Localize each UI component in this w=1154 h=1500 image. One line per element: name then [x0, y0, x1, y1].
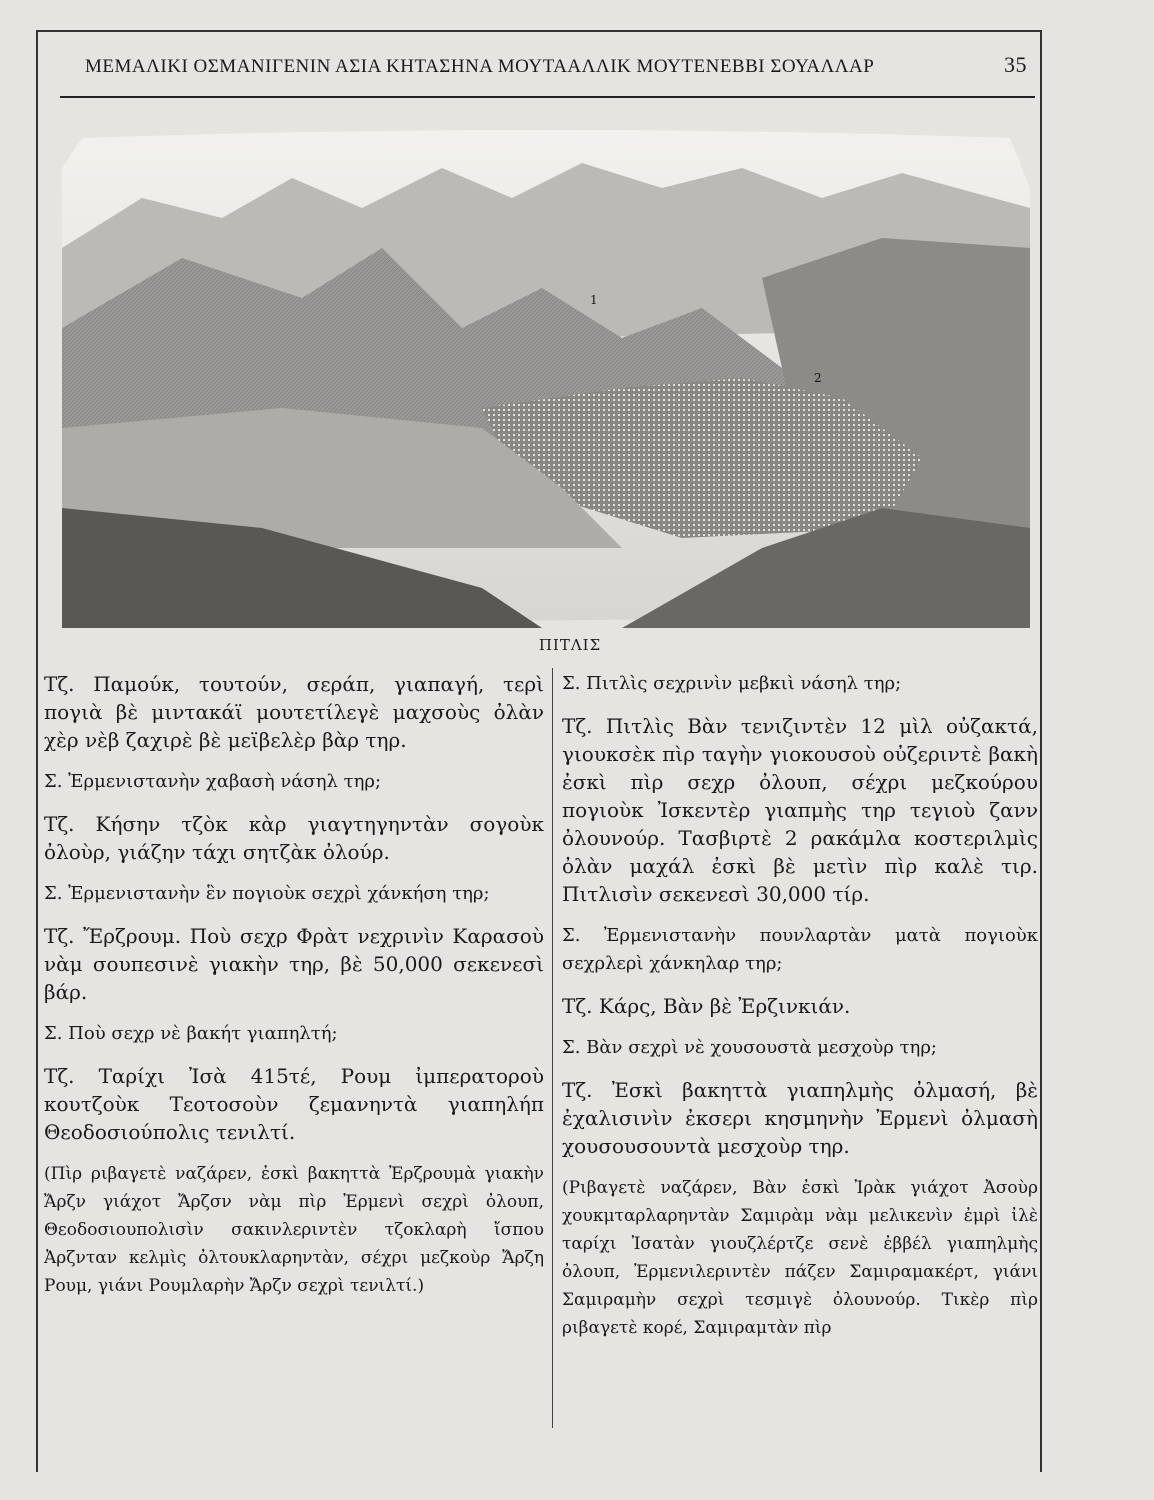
right-column [562, 670, 1038, 1356]
paragraph: Τζ. Ἐσκὶ βακηττὰ γιαπηλμὴς ὀλμασή, βὲ ἐχαλισινὶν ἐκσερι κησμηνὴν Ἐρμενὶ ὀλμασὴ χουσουσουντὰ μεσχοὺρ τηρ. [562, 1078, 1038, 1158]
header-title: ΜΕΜΑΛΙΚΙ ΟΣΜΑΝΙΓΕΝΙΝ ΑΣΙΑ ΚΗΤΑΣΗΝΑ ΜΟΥΤΑΑΛΛΙΚ ΜΟΥΤΕΝΕΒΒΙ ΣΟΥΑΛΛΑΡ [85, 56, 875, 77]
column-divider [552, 668, 553, 1428]
question: Σ. Ἐρμενιστανὴν χαβασὴ νάσηλ τηρ; [44, 771, 382, 792]
paragraph: Τζ. Κήσην τζὸκ κὰρ γιαγτηγηντὰν σογοὺκ ὀλοὺρ, γιάζην τάχι σητζὰκ ὀλούρ. [44, 812, 544, 864]
question: Σ. Ποὺ σεχρ νὲ βακήτ γιαπηλτή; [44, 1023, 338, 1044]
running-header [60, 46, 1035, 86]
illustration-caption: ΠΙΤΛΙΣ [538, 636, 602, 654]
paragraph: Τζ. Κάρς, Βὰν βὲ Ἐρζινκιάν. [562, 994, 851, 1018]
paragraph: Τζ. Ἔρζρουμ. Ποὺ σεχρ Φρὰτ νεχρινὶν Καρασοὺ νὰμ σουπεσινὲ γιακὴν τηρ, βὲ 50,000 σεκενεσὶ βάρ. [44, 924, 544, 1004]
question: Σ. Ἐρμενιστανὴν πουνλαρτὰν ματὰ πογιοὺκ σεχρλερὶ χάνκηλαρ τηρ; [562, 925, 1038, 974]
header-rule [60, 96, 1035, 98]
paragraph: Τζ. Παμούκ, τουτούν, σεράπ, γιαπαγή, τερὶ πογιὰ βὲ μινταкάϊ μουτετίλεγὲ μαχσοὺς ὀλὰν χὲρ νὲβ ζαχιρὲ βὲ μεϊβελὲρ βὰρ τηρ. [44, 672, 544, 752]
landscape-illustration [62, 128, 1030, 628]
page-number: 35 [1004, 52, 1027, 77]
note-paragraph: (Ριβαγετὲ ναζάρεν, Βὰν ἐσκὶ Ἰρὰκ γιάχοτ Ἀσοὺρ χουκμταρλαρηντὰν Σαμιρὰμ νὰμ μελικενὶν ἐμρὶ ἰλὲ ταρίχι Ἰσατὰν γιουζλέρτζε σενὲ ἐββέλ γιαπηλμὴς ὀλουπ, Ἐρμενιλεριντὲν πάζεν Σαμιραμακέρτ, γιάνι Σαμιραμὴν σεχρὶ τεσμιγὲ ὀλουνούρ. Τικὲρ πὶρ ριβαγετὲ κορέ, Σαμιραμτὰν πὶρ [562, 1178, 1038, 1338]
illustration-label-1: 1 [590, 293, 598, 307]
question: Σ. Πιτλὶς σεχρινὶν μεβκιὶ νάσηλ τηρ; [562, 673, 902, 694]
left-column [44, 670, 544, 1314]
question: Σ. Βὰν σεχρὶ νὲ χουσουστὰ μεσχοὺρ τηρ; [562, 1037, 937, 1058]
paragraph: Τζ. Ταρίχι Ἰσὰ 415τέ, Ρουμ ἰμπερατοροὺ κουτζοὺκ Τεοτοσοὺν ζεμανηντὰ γιαπηλήπ Θεοδοσιούπολις τενιλτί. [44, 1064, 544, 1144]
illustration-label-2: 2 [814, 371, 822, 385]
paragraph: Τζ. Πιτλὶς Βὰν τενιζιντὲν 12 μὶλ οὐζακτά, γιουκσὲκ πὶρ ταγὴν γιοκουσοὺ οὐζεριντὲ βακὴ ἐσκὶ πὶρ σεχρ ὀλουπ, σέχρι μεζκούρου πογιοὺκ Ἰσκεντὲρ γιαπμὴς τηρ τεγιοὺ ζανν ὀλουνούρ. Τασβιρτὲ 2 ρακάμλα κοστεριλμὶς ὀλὰν μαχάλ ἐσκὶ βὲ μετὶν πὶρ καλὲ τιρ. Πιτλισὶν σεκενεσὶ 30,000 τίρ. [562, 714, 1038, 906]
question: Σ. Ἐρμενιστανὴν ἓν πογιοὺκ σεχρὶ χάνκήση τηρ; [44, 883, 490, 904]
note-paragraph: (Πὶρ ριβαγετὲ ναζάρεν, ἐσκὶ βακηττὰ Ἐρζρουμὰ γιακὴν Ἄρζν γιάχοτ Ἄρζσν νὰμ πὶρ Ἐρμενὶ σεχρὶ ὀλουπ, Θεοδοσιουπολισὶν σακινλεριντὲν τζοκλαρὴ ἴσπου Ἀρζνταν κελμὶς ὀλτουκλαρηντὰν, σέχρι μεζκοὺρ Ἄρζη Ρουμ, γιάνι Ρουμλαρὴν Ἄρζν σεχρὶ τενιλτί.) [44, 1164, 544, 1296]
